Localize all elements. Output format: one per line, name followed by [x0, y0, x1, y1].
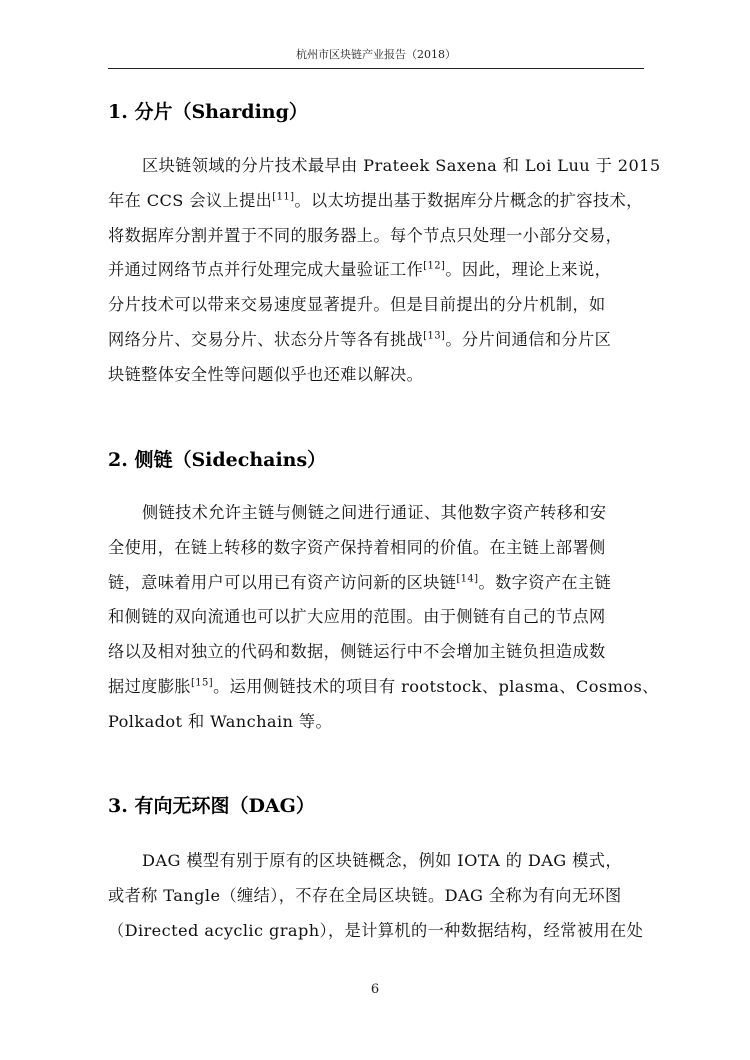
text-run: 并通过网络节点并行处理完成大量验证工作 [108, 260, 424, 280]
text-run: 。以太坊提出基于数据库分片概念的扩容技术， [294, 190, 643, 210]
text-line [108, 496, 642, 531]
section-paragraph [108, 149, 661, 393]
text-run: Polkadot 和 Wanchain 等。 [108, 711, 333, 731]
text-line [108, 635, 642, 670]
text-line [108, 600, 642, 635]
text-run: 或者称 Tangle（缠结），不存在全局区块链。DAG 全称为有向无环图 [108, 885, 622, 905]
text-line [108, 670, 659, 705]
running-header: 杭州市区块链产业报告（2018） [108, 42, 644, 69]
section-title: 2. 侧链（Sidechains） [108, 449, 327, 471]
text-run: （Directed acyclic graph），是计算机的一种数据结构，经常被用在处 [108, 920, 644, 940]
text-run: 链，意味着用户可以用已有资产访问新的区块链 [108, 572, 457, 592]
section-title: 1. 分片（Sharding） [108, 101, 308, 123]
citation-ref: [14] [456, 573, 479, 585]
text-run: DAG 模型有别于原有的区块链概念，例如 IOTA 的 DAG 模式， [142, 851, 622, 870]
text-run: 。分片间通信和分片区 [445, 329, 612, 349]
text-line [108, 914, 642, 949]
text-line [108, 844, 642, 879]
text-line [108, 219, 642, 254]
citation-ref: [12] [423, 261, 446, 272]
text-run: 将数据库分割并置于不同的服务器上。每个节点只处理一小部分交易， [108, 225, 623, 245]
citation-ref: [11] [272, 191, 295, 203]
text-line [108, 323, 642, 358]
text-run: 网络分片、交易分片、状态分片等各有挑战 [108, 329, 424, 349]
text-run: 块链整体安全性等问题似乎也还难以解决。 [108, 364, 424, 384]
section-paragraph [108, 844, 642, 948]
text-run: 全使用，在链上转移的数字资产保持着相同的价值。在主链上部署侧 [108, 537, 606, 557]
citation-ref: [13] [423, 330, 446, 342]
text-line [108, 531, 642, 566]
text-run: 络以及相对独立的代码和数据，侧链运行中不会增加主链负担造成数 [108, 642, 606, 662]
text-line [108, 879, 642, 914]
text-run: 据过度膨胀 [108, 676, 191, 696]
citation-ref: [15] [190, 677, 214, 689]
text-line [108, 566, 642, 601]
text-run: 。因此，理论上来说， [445, 260, 612, 280]
text-run: 区块链领域的分片技术最早由 Prateek Saxena 和 Loi Luu 于 2015 [142, 156, 661, 175]
text-run: 和侧链的双向流通也可以扩大应用的范围。由于侧链有自己的节点网 [108, 607, 606, 627]
text-line [108, 288, 642, 323]
text-run: 侧链技术允许主链与侧链之间进行通证、其他数字资产转移和安 [142, 503, 607, 522]
text-run: 年在 CCS 会议上提出 [108, 190, 273, 210]
text-run: 分片技术可以带来交易速度显著提升。但是目前提出的分片机制，如 [108, 295, 606, 315]
text-run: 。运用侧链技术的项目有 rootstock、plasma、Cosmos、 [213, 676, 659, 696]
page-number: 6 [370, 982, 380, 997]
text-run: 。数字资产在主链 [478, 572, 612, 592]
text-line [108, 184, 642, 219]
text-line [108, 149, 661, 184]
text-line [108, 705, 642, 740]
section-paragraph [108, 496, 659, 740]
text-line [108, 253, 642, 288]
section-title: 3. 有向无环图（DAG） [108, 795, 315, 817]
text-line [108, 358, 642, 393]
